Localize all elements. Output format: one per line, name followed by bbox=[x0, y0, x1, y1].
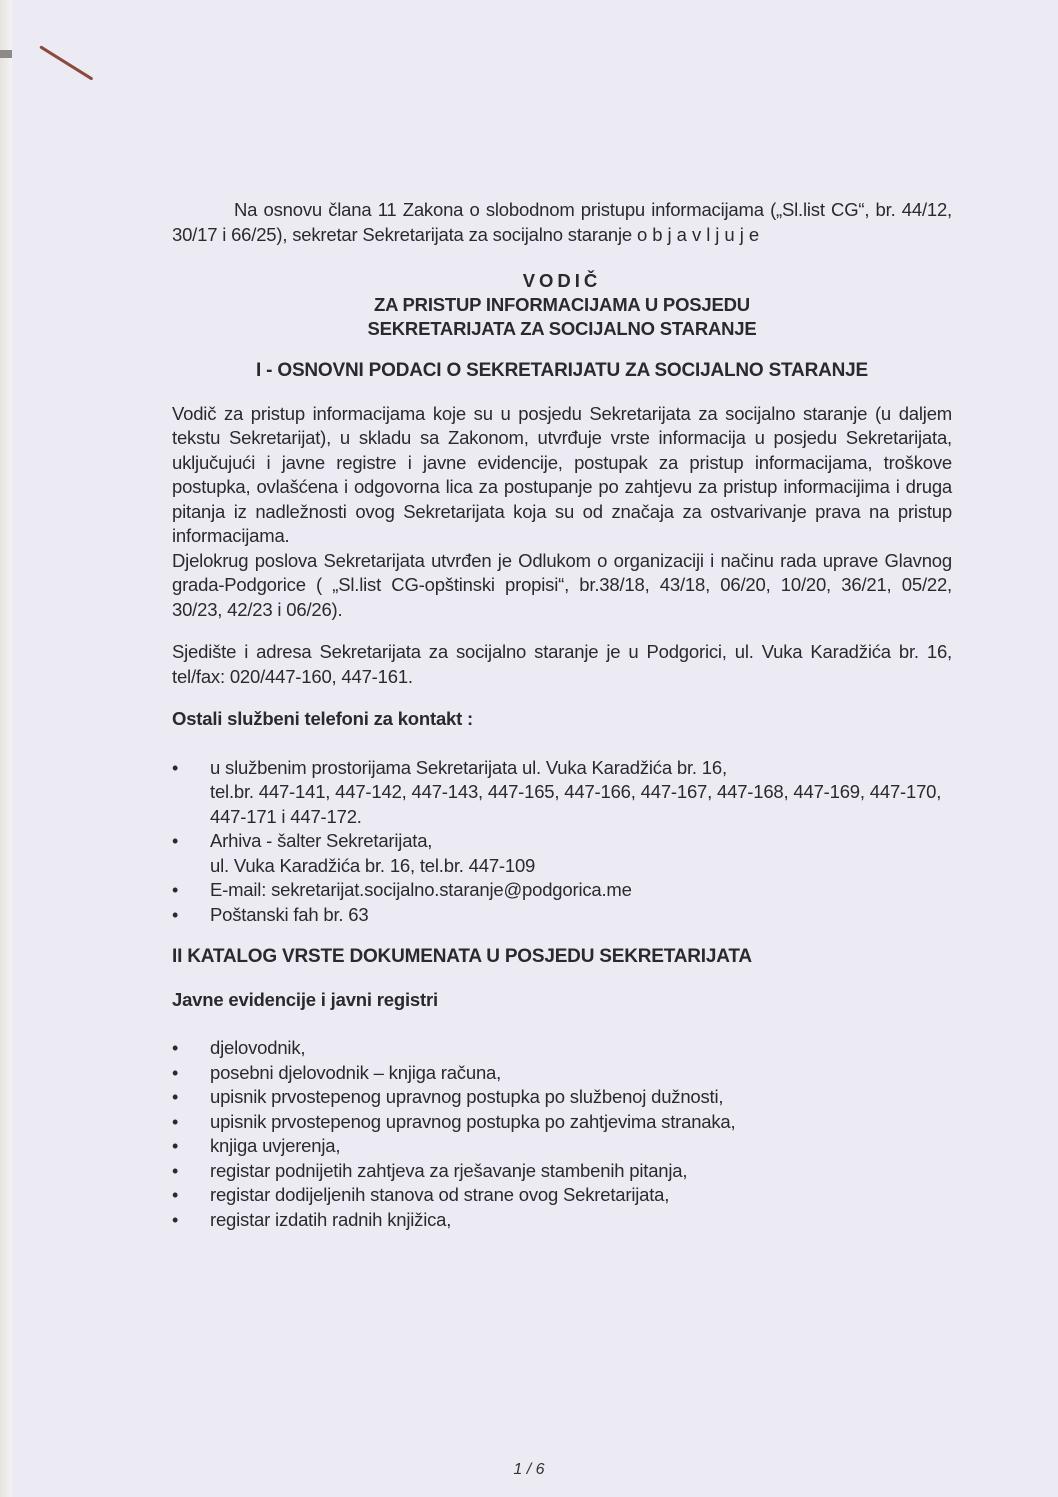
contact-phones: tel.br. 447-141, 447-142, 447-143, 447-165, 447-166, 447-167, 447-168, 447-169, 447-170, 447-171 i 447-172. bbox=[210, 781, 942, 827]
list-item: • knjiga uvjerenja, bbox=[172, 1134, 952, 1159]
scan-edge-mark bbox=[0, 50, 12, 58]
section1-paragraph2: Djelokrug poslova Sekretarijata utvrđen je Odlukom o organizaciji i načinu rada uprave Glavnog grada-Podgorice ( „Sl.list CG-opštinski propisi“, br.38/18, 43/18, 06/20, 10/20, 36/21, 05/22, 30/23, 42/23 i 06/26). bbox=[172, 549, 952, 620]
section1-paragraph1: Vodič za pristup informacijama koje su u posjedu Sekretarijata za socijalno staranje (u daljem tekstu Sekretarijat), u skladu sa Zakonom, utvrđuje vrste informacija u posjedu Sekretarijata, uključujući i javne registre i javne evidencije, postupak za pristup informacijama, troškove postupka, ovlašćena i odgovorna lica za postupanje po zahtjevu za pristup informacijima i druga pitanja iz nadležnosti ovog Sekretarijata koja su od značaja za ostvarivanje prava na pristup informacijama. bbox=[172, 402, 952, 546]
intro-verb: objavljuje bbox=[636, 223, 765, 245]
contact-item-email bbox=[172, 878, 952, 903]
list-item: • upisnik prvostepenog upravnog postupka po zahtjevima stranaka, bbox=[172, 1110, 952, 1135]
contact-list bbox=[172, 756, 952, 928]
document-title: VODIČ bbox=[522, 270, 602, 291]
section1-heading: I - OSNOVNI PODACI O SEKRETARIJATU ZA SOCIJALNO STARANJE bbox=[256, 360, 868, 381]
document-page bbox=[172, 198, 952, 1232]
section2-heading: II KATALOG VRSTE DOKUMENATA U POSJEDU SEKRETARIJATA bbox=[172, 946, 752, 967]
address-paragraph: Sjedište i adresa Sekretarijata za socijalno staranje je u Podgorici, ul. Vuka Karadžića br. 16, tel/fax: 020/447-160, 447-161. bbox=[172, 641, 952, 687]
list-item: • registar podnijetih zahtjeva za rješavanje stambenih pitanja, bbox=[172, 1159, 952, 1184]
page-number: 1 / 6 bbox=[513, 1461, 545, 1478]
list-item: • upisnik prvostepenog upravnog postupka po službenoj dužnosti, bbox=[172, 1085, 952, 1110]
section2-subheading: Javne evidencije i javni registri bbox=[172, 988, 438, 1010]
registry-list bbox=[172, 1036, 952, 1232]
document-subtitle-line2: SEKRETARIJATA ZA SOCIJALNO STARANJE bbox=[367, 318, 757, 339]
list-item: • registar dodijeljenih stanova od strane ovog Sekretarijata, bbox=[172, 1183, 952, 1208]
list-item: • registar izdatih radnih knjižica, bbox=[172, 1208, 952, 1233]
pen-mark bbox=[39, 45, 93, 80]
scan-left-edge bbox=[0, 0, 12, 1497]
contact-item-offices bbox=[172, 756, 952, 830]
contacts-heading: Ostali službeni telefoni za kontakt : bbox=[172, 708, 473, 729]
contact-phones: ul. Vuka Karadžića br. 16, tel.br. 447-109 bbox=[210, 854, 536, 876]
contact-email[interactable]: • E-mail: sekretarijat.socijalno.staranje@podgorica.me bbox=[210, 879, 632, 900]
contact-item-archive bbox=[172, 829, 952, 878]
contact-line: • u službenim prostorijama Sekretarijata ul. Vuka Karadžića br. 16, bbox=[210, 756, 727, 778]
document-subtitle-line1: ZA PRISTUP INFORMACIJAMA U POSJEDU bbox=[374, 294, 750, 315]
list-item: • djelovodnik, bbox=[172, 1036, 952, 1061]
intro-paragraph bbox=[172, 198, 952, 247]
intro-text: Na osnovu člana 11 Zakona o slobodnom pristupu informacijama („Sl.list CG“, br. 44/12, 30/17 i 66/25), sekretar Sekretarijata za socijalno staranje bbox=[172, 199, 952, 245]
contact-line: • Arhiva - šalter Sekretarijata, bbox=[210, 830, 433, 851]
contact-item-pobox bbox=[172, 903, 952, 928]
contact-pobox: • Poštanski fah br. 63 bbox=[210, 903, 369, 925]
list-item: • posebni djelovodnik – knjiga računa, bbox=[172, 1061, 952, 1086]
